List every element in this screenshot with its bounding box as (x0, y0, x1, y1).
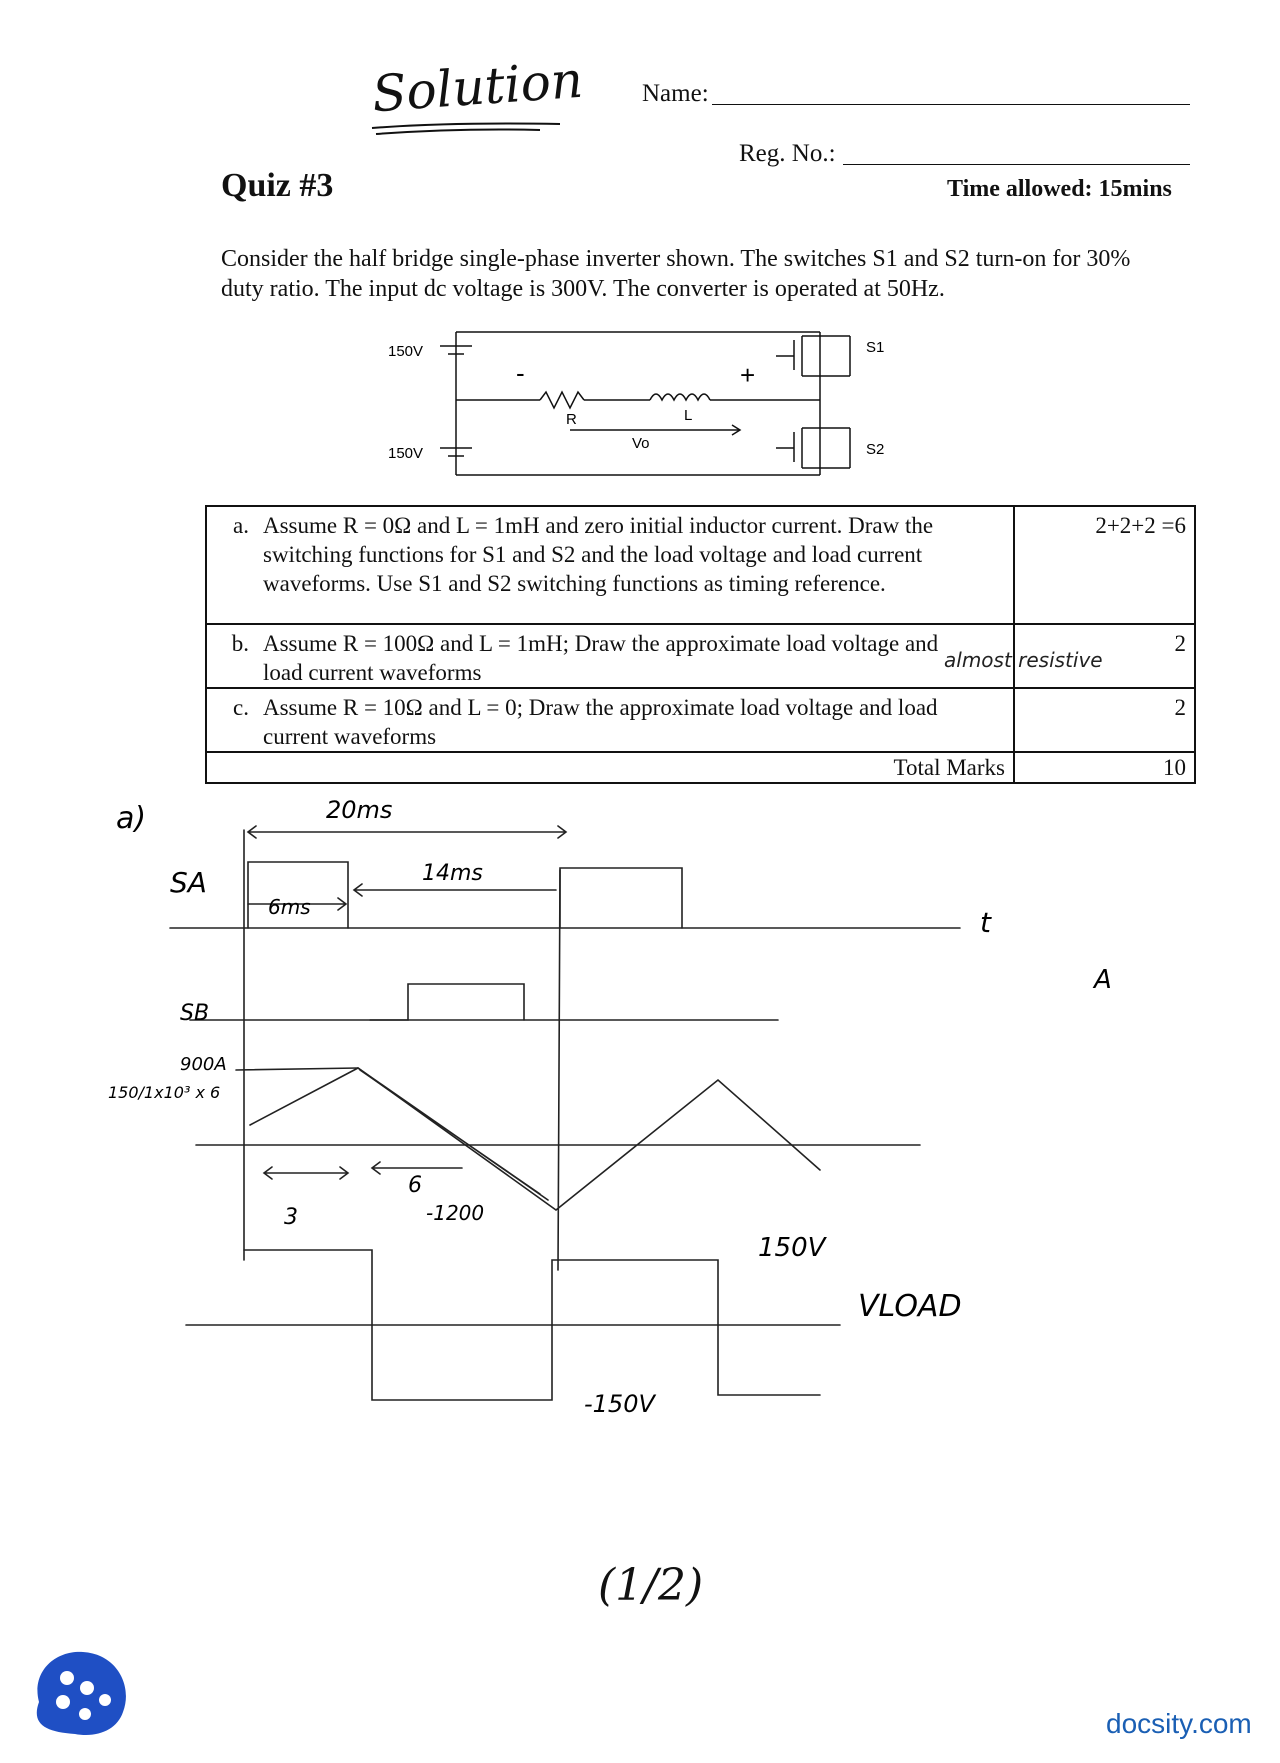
off-time-label: 14ms (422, 861, 483, 886)
solution-sketch (0, 780, 1280, 1480)
page-number: (1/2) (598, 1560, 704, 1611)
question-letter: a. (233, 513, 249, 538)
total-label: Total Marks (206, 752, 1014, 783)
question-letter: c. (233, 695, 249, 720)
problem-statement: Consider the half bridge single-phase inverter shown. The switches S1 and S2 turn-on for 30% duty ratio. The input dc voltage is 300V. The converter is operated at 50Hz. (221, 246, 1131, 302)
source-top-label: 150V (388, 343, 424, 360)
brand-link[interactable]: docsity.com (1106, 1708, 1252, 1739)
v-positive-label: 150V (758, 1233, 826, 1263)
question-letter: b. (231, 631, 249, 656)
solution-underline (370, 118, 570, 138)
plus-sign: + (740, 360, 756, 390)
s1-label: SA (170, 866, 207, 899)
almost-resistive-note: almost resistive (944, 648, 1103, 672)
v-negative-label: -150V (584, 1390, 655, 1418)
question-marks: 2 (1014, 624, 1195, 688)
half-bridge-circuit (380, 320, 940, 495)
minus-sign: - (516, 358, 525, 388)
docsity-logo-icon (25, 1642, 135, 1742)
period-label: 20ms (326, 796, 393, 824)
question-row-a (206, 506, 1195, 624)
name-label: Name: (642, 80, 709, 107)
peak-current-label: 900A (180, 1054, 227, 1075)
s2-label: SB (180, 1001, 210, 1026)
resistor-label: R (566, 411, 577, 428)
amp-unit-label: A (1094, 965, 1112, 995)
question-row-c (206, 688, 1195, 752)
negative-current-label: -1200 (426, 1201, 485, 1225)
question-text: Assume R = 10Ω and L = 0; Draw the approximate load voltage and load current waveforms (263, 695, 938, 749)
current-calc-label: 150/1x10³ x 6 (108, 1083, 221, 1102)
name-field[interactable] (712, 104, 1190, 105)
switch-s2-label: S2 (866, 441, 885, 458)
questions-table (205, 505, 1196, 780)
reg-no-label: Reg. No.: (739, 140, 836, 167)
time-axis-label: t (980, 906, 991, 939)
quiz-title: Quiz #3 (221, 167, 334, 204)
total-row (206, 752, 1195, 783)
interval-6-label: 6 (408, 1173, 422, 1198)
question-text: Assume R = 100Ω and L = 1mH; Draw the approximate load voltage and load current waveforms (263, 631, 939, 685)
source-bottom-label: 150V (388, 445, 424, 462)
question-text: Assume R = 0Ω and L = 1mH and zero initial inductor current. Draw the switching functions for S1 and S2 and the load voltage and load current waveforms. Use S1 and S2 switching functions as timing reference. (263, 513, 934, 596)
on-time-label: 6ms (268, 895, 311, 919)
solution-note: Solution (370, 50, 585, 124)
interval-3-label: 3 (284, 1205, 298, 1230)
switch-s1-label: S1 (866, 339, 885, 356)
question-marks: 2+2+2 =6 (1014, 506, 1195, 624)
time-allowed: Time allowed: 15mins (947, 176, 1172, 202)
output-voltage-label: Vo (632, 435, 650, 452)
v-load-label: VLOAD (858, 1289, 962, 1324)
part-a-label: a) (116, 801, 147, 836)
inductor-label: L (684, 407, 693, 424)
question-marks: 2 (1014, 688, 1195, 752)
total-value: 10 (1014, 752, 1195, 783)
reg-no-field[interactable] (843, 164, 1190, 165)
